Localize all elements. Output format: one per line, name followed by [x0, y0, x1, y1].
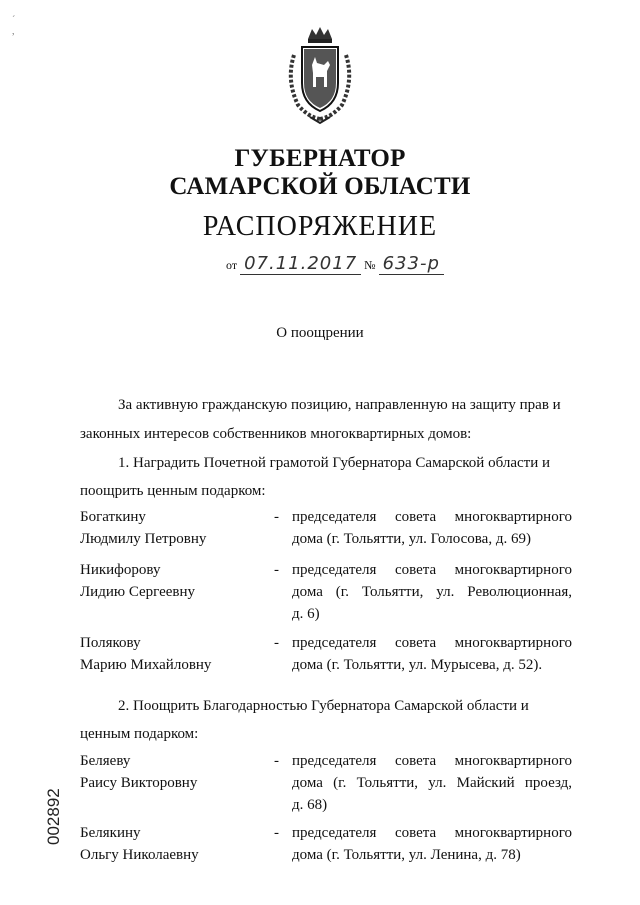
scan-marks: ´ ,	[12, 15, 16, 37]
description-line: д. 6)	[292, 606, 320, 622]
dash: -	[274, 509, 279, 525]
date-prefix: от	[226, 258, 238, 272]
awardee-description	[292, 506, 572, 550]
description-line: председателя совета многоквартирного	[292, 635, 572, 651]
issuer-region: САМАРСКОЙ ОБЛАСТИ	[169, 173, 471, 200]
document-subject: О поощрении	[276, 325, 364, 341]
awardee-name	[80, 822, 199, 866]
awardee-surname: Белякину	[80, 825, 141, 841]
registration-number: 002892	[44, 788, 63, 845]
description-line: председателя совета многоквартирного	[292, 509, 572, 525]
document-type: РАСПОРЯЖЕНИЕ	[202, 211, 438, 242]
samara-coat-of-arms-icon	[280, 25, 360, 125]
awardee-name	[80, 750, 197, 794]
awardee-given-name: Людмилу Петровну	[80, 531, 207, 547]
awardee-description	[292, 559, 572, 625]
dash: -	[274, 825, 279, 841]
awardee-name	[80, 559, 195, 603]
awardee-given-name: Ольгу Николаевну	[80, 847, 199, 863]
description-line: дома (г. Тольятти, ул. Ленина, д. 78)	[292, 847, 521, 863]
number-prefix: №	[364, 258, 376, 272]
handwritten-date: 07.11.2017	[240, 253, 361, 275]
date-number-line	[226, 253, 444, 275]
dash: -	[274, 635, 279, 651]
awardee-name	[80, 632, 211, 676]
section-2-line-2: ценным подарком:	[80, 726, 199, 742]
dash: -	[274, 562, 279, 578]
awardee-given-name: Раису Викторовну	[80, 775, 198, 791]
issuer-title: ГУБЕРНАТОР	[234, 145, 406, 172]
section-1-line-1: 1. Наградить Почетной грамотой Губернатора Самарской области и	[118, 455, 550, 471]
awardee-given-name: Марию Михайловну	[80, 657, 212, 673]
description-line: дома (г. Тольятти, ул. Мурысева, д. 52).	[292, 657, 543, 673]
awardee-given-name: Лидию Сергеевну	[80, 584, 196, 600]
section-2-line-1: 2. Поощрить Благодарностью Губернатора Самарской области и	[118, 698, 529, 714]
section-1-line-2: поощрить ценным подарком:	[80, 483, 266, 499]
description-line: дома (г. Тольятти, ул. Голосова, д. 69)	[292, 531, 531, 547]
dash: -	[274, 753, 279, 769]
description-line: дома (г. Тольятти, ул. Революционная,	[292, 584, 572, 600]
intro-line-2: законных интересов собственников многоквартирных домов:	[80, 426, 472, 442]
awardee-name	[80, 506, 206, 550]
handwritten-number: 633-р	[379, 253, 444, 275]
awardee-surname: Богаткину	[80, 509, 146, 525]
description-line: дома (г. Тольятти, ул. Майский проезд,	[292, 775, 572, 791]
description-line: председателя совета многоквартирного	[292, 753, 572, 769]
awardee-surname: Беляеву	[80, 753, 131, 769]
description-line: председателя совета многоквартирного	[292, 825, 572, 841]
description-line: председателя совета многоквартирного	[292, 562, 572, 578]
awardee-description	[292, 632, 572, 676]
awardee-description	[292, 822, 572, 866]
awardee-surname: Полякову	[80, 635, 141, 651]
awardee-description	[292, 750, 572, 816]
intro-line-1: За активную гражданскую позицию, направленную на защиту прав и	[118, 397, 561, 413]
description-line: д. 68)	[292, 797, 328, 813]
awardee-surname: Никифорову	[80, 562, 161, 578]
